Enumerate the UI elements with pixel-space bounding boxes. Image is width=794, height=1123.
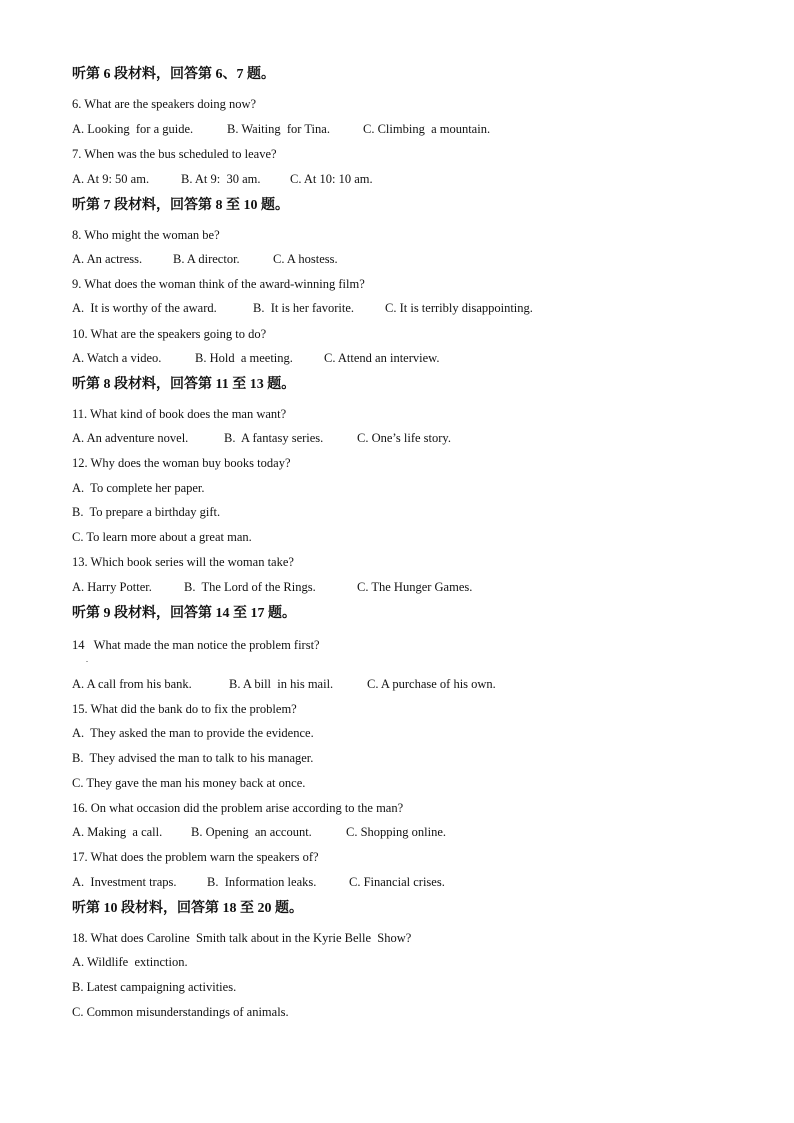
options-13 [72, 579, 472, 595]
options-6 [72, 121, 490, 137]
question-15: 15. What did the bank do to fix the problem? [72, 702, 297, 716]
option-b: B. Information leaks. [207, 875, 317, 889]
option-b: B. It is her favorite. [253, 301, 355, 315]
option-a: A. An actress. [72, 252, 143, 266]
option-a: A. Making a call. [72, 825, 163, 839]
option-a: A. At 9: 50 am. [72, 172, 150, 186]
question-11: 11. What kind of book does the man want? [72, 407, 287, 421]
option-15a: A. They asked the man to provide the evidence. [72, 726, 314, 740]
question-10: 10. What are the speakers going to do? [72, 327, 267, 341]
options-8 [72, 251, 338, 267]
option-a: A. Watch a video. [72, 351, 162, 365]
option-a: A. An adventure novel. [72, 431, 189, 445]
option-c: C. Attend an interview. [324, 351, 440, 365]
question-6: 6. What are the speakers doing now? [72, 97, 257, 111]
option-c: C. It is terribly disappointing. [385, 301, 533, 315]
question-8: 8. Who might the woman be? [72, 228, 220, 242]
option-c: C. The Hunger Games. [357, 580, 473, 594]
option-18c: C. Common misunderstandings of animals. [72, 1005, 289, 1019]
option-15c: C. They gave the man his money back at once. [72, 776, 306, 790]
stray-dot: . [86, 655, 88, 664]
question-18: 18. What does Caroline Smith talk about in the Kyrie Belle Show? [72, 931, 412, 945]
options-17 [72, 874, 445, 890]
option-12c: C. To learn more about a great man. [72, 530, 252, 544]
option-b: B. A director. [173, 252, 240, 266]
option-a: A. Investment traps. [72, 875, 177, 889]
option-15b: B. They advised the man to talk to his manager. [72, 751, 314, 765]
option-b: B. At 9: 30 am. [181, 172, 261, 186]
option-c: C. A purchase of his own. [367, 677, 496, 691]
section-heading: 听第 9 段材料，回答第 14 至 17 题。 [72, 606, 296, 621]
option-c: C. A hostess. [273, 252, 338, 266]
option-c: C. Financial crises. [349, 875, 445, 889]
options-11 [72, 430, 451, 446]
question-14: 14 What made the man notice the problem first? [72, 638, 320, 652]
option-12a: A. To complete her paper. [72, 481, 205, 495]
option-a: A. A call from his bank. [72, 677, 192, 691]
option-c: C. Climbing a mountain. [363, 122, 491, 136]
section-heading: 听第 6 段材料，回答第 6、7 题。 [72, 67, 275, 82]
options-7 [72, 171, 373, 187]
option-c: C. At 10: 10 am. [290, 172, 373, 186]
option-b: B. Waiting for Tina. [227, 122, 330, 136]
section-heading: 听第 10 段材料，回答第 18 至 20 题。 [72, 901, 303, 916]
options-14 [72, 676, 496, 692]
option-18b: B. Latest campaigning activities. [72, 980, 237, 994]
option-a: A. It is worthy of the award. [72, 301, 217, 315]
options-16 [72, 824, 446, 840]
options-9 [72, 300, 533, 316]
question-17: 17. What does the problem warn the speakers of? [72, 850, 319, 864]
section-heading: 听第 7 段材料，回答第 8 至 10 题。 [72, 198, 289, 213]
option-c: C. One’s life story. [357, 431, 451, 445]
option-b: B. A fantasy series. [224, 431, 324, 445]
option-b: B. Hold a meeting. [195, 351, 293, 365]
question-13: 13. Which book series will the woman take? [72, 555, 294, 569]
question-12: 12. Why does the woman buy books today? [72, 456, 291, 470]
option-12b: B. To prepare a birthday gift. [72, 505, 221, 519]
question-9: 9. What does the woman think of the award-winning film? [72, 277, 365, 291]
option-b: B. A bill in his mail. [229, 677, 334, 691]
section-heading: 听第 8 段材料，回答第 11 至 13 题。 [72, 377, 296, 392]
option-c: C. Shopping online. [346, 825, 447, 839]
question-16: 16. On what occasion did the problem arise according to the man? [72, 801, 404, 815]
question-7: 7. When was the bus scheduled to leave? [72, 147, 277, 161]
option-b: B. The Lord of the Rings. [184, 580, 316, 594]
option-b: B. Opening an account. [191, 825, 312, 839]
option-18a: A. Wildlife extinction. [72, 955, 188, 969]
options-10 [72, 350, 440, 366]
option-a: A. Harry Potter. [72, 580, 152, 594]
option-a: A. Looking for a guide. [72, 122, 194, 136]
